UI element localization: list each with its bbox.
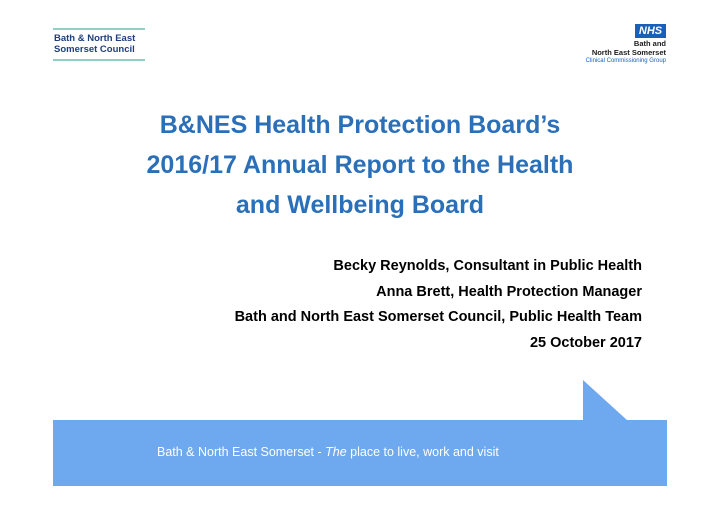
presenter-line: Bath and North East Somerset Council, Public Health Team bbox=[234, 309, 642, 325]
slide-title-line: and Wellbeing Board bbox=[235, 191, 485, 219]
presenter-line: Becky Reynolds, Consultant in Public Health bbox=[333, 258, 642, 274]
slide-title-line: B&NES Health Protection Board’s bbox=[159, 111, 561, 139]
footer-tagline-italic: The bbox=[325, 445, 347, 459]
footer-tagline-suffix: place to live, work and visit bbox=[346, 445, 499, 459]
presenter-line: Anna Brett, Health Protection Manager bbox=[376, 283, 642, 300]
footer-tagline bbox=[157, 444, 499, 460]
council-logo-top-rule bbox=[53, 28, 145, 30]
slide-title bbox=[60, 105, 660, 225]
nhs-badge: NHS bbox=[635, 24, 666, 38]
council-logo-line1: Bath & North East bbox=[54, 33, 136, 44]
banner-pointer-triangle bbox=[583, 380, 628, 421]
ccg-logo-line2: North East Somerset bbox=[591, 48, 666, 57]
footer-tagline-prefix: Bath & North East Somerset - bbox=[157, 445, 326, 459]
ccg-logo bbox=[546, 24, 666, 68]
presenter-block bbox=[235, 254, 642, 356]
presentation-date: 25 October 2017 bbox=[529, 334, 642, 351]
council-logo-line2: Somerset Council bbox=[54, 44, 135, 55]
ccg-logo-line1: Bath and bbox=[633, 39, 666, 48]
council-logo-bottom-rule bbox=[53, 59, 145, 61]
slide-title-line: 2016/17 Annual Report to the Health bbox=[146, 151, 574, 179]
council-logo bbox=[53, 28, 145, 62]
ccg-logo-line3: Clinical Commissioning Group bbox=[585, 58, 666, 64]
